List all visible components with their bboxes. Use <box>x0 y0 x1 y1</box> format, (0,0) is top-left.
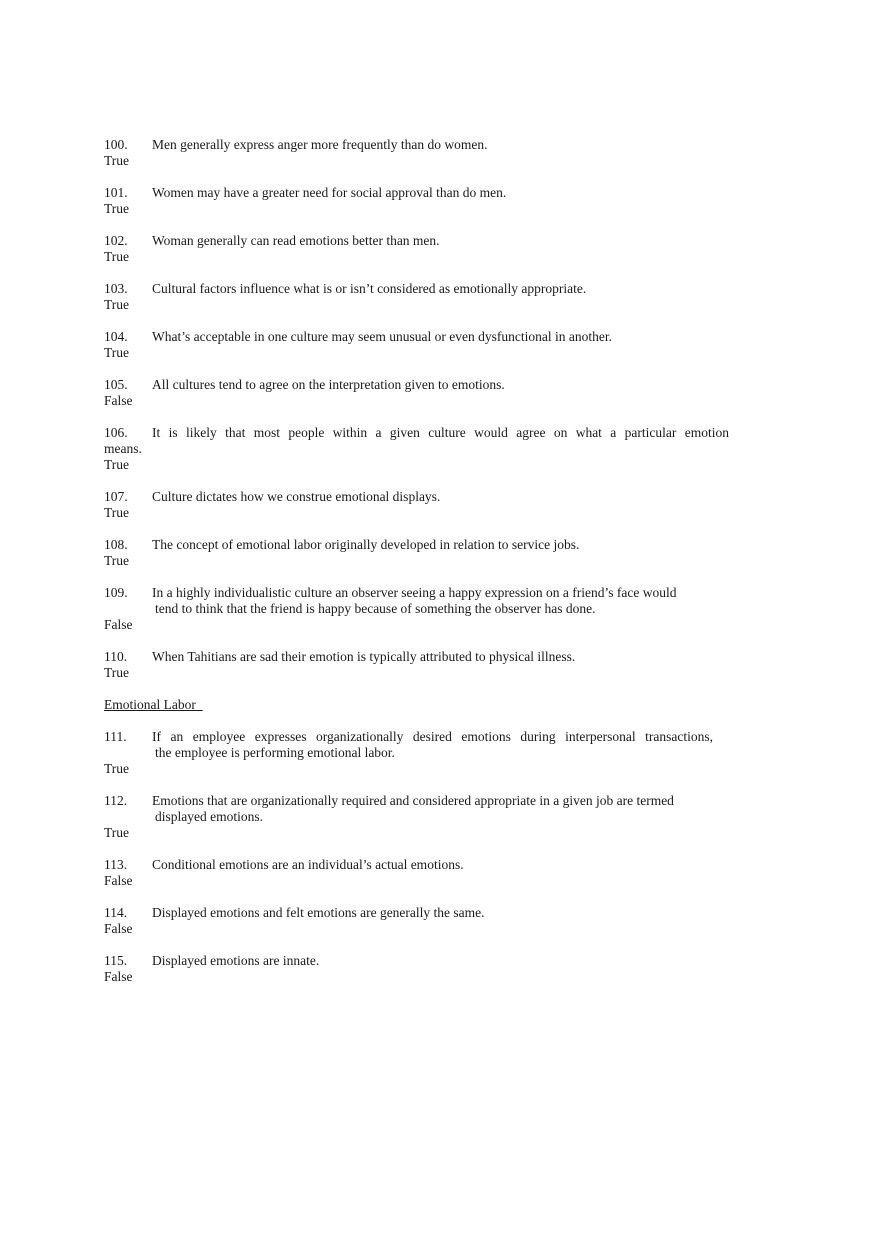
question-item <box>104 425 729 473</box>
question-number: 111. <box>104 729 127 744</box>
question-number: 100. <box>104 137 128 152</box>
question-item <box>104 649 729 681</box>
question-item <box>104 233 729 265</box>
question-number: 113. <box>104 857 128 872</box>
question-item <box>104 953 729 985</box>
question-answer: False <box>104 617 133 632</box>
question-answer: True <box>104 505 130 520</box>
question-answer: True <box>104 201 130 216</box>
question-answer: True <box>104 249 130 264</box>
question-text: If an employee expresses organizationally desired emotions during interpersonal transactions, <box>152 729 713 744</box>
question-number: 107. <box>104 489 128 504</box>
question-text: When Tahitians are sad their emotion is typically attributed to physical illness. <box>152 649 576 664</box>
question-answer: False <box>104 393 133 408</box>
question-answer: False <box>104 873 133 888</box>
question-text: Men generally express anger more frequently than do women. <box>152 137 488 152</box>
question-text: The concept of emotional labor originally developed in relation to service jobs. <box>152 537 580 552</box>
question-item <box>104 137 729 169</box>
question-text-continuation: displayed emotions. <box>155 809 263 824</box>
question-answer: True <box>104 553 130 568</box>
section-heading <box>104 697 729 713</box>
question-number: 103. <box>104 281 128 296</box>
question-text: All cultures tend to agree on the interpretation given to emotions. <box>152 377 505 392</box>
question-item <box>104 377 729 409</box>
question-text: Cultural factors influence what is or isn’t considered as emotionally appropriate. <box>152 281 587 296</box>
question-answer: True <box>104 761 130 776</box>
question-text: Displayed emotions are innate. <box>152 953 320 968</box>
question-text: Emotions that are organizationally required and considered appropriate in a given job are termed <box>152 793 674 808</box>
question-answer: True <box>104 153 130 168</box>
question-text-continuation: the employee is performing emotional labor. <box>155 745 395 760</box>
question-answer: False <box>104 921 133 936</box>
question-text: Woman generally can read emotions better than men. <box>152 233 440 248</box>
question-number: 109. <box>104 585 128 600</box>
question-text-continuation: tend to think that the friend is happy because of something the observer has done. <box>155 601 596 616</box>
question-text: Women may have a greater need for social approval than do men. <box>152 185 507 200</box>
question-number: 115. <box>104 953 128 968</box>
question-number: 112. <box>104 793 128 808</box>
question-answer: False <box>104 969 133 984</box>
question-item <box>104 793 729 841</box>
question-answer: True <box>104 665 130 680</box>
question-text-continuation: means. <box>104 441 142 456</box>
question-item <box>104 729 729 777</box>
question-text: What’s acceptable in one culture may seem unusual or even dysfunctional in another. <box>152 329 612 344</box>
question-text: Culture dictates how we construe emotional displays. <box>152 489 441 504</box>
question-text: Displayed emotions and felt emotions are generally the same. <box>152 905 485 920</box>
question-text: Conditional emotions are an individual’s actual emotions. <box>152 857 464 872</box>
question-answer: True <box>104 457 130 472</box>
question-number: 110. <box>104 649 128 664</box>
question-item <box>104 329 729 361</box>
question-item <box>104 905 729 937</box>
question-number: 101. <box>104 185 128 200</box>
question-number: 105. <box>104 377 128 392</box>
question-number: 102. <box>104 233 128 248</box>
question-number: 106. <box>104 425 128 440</box>
question-number: 108. <box>104 537 128 552</box>
question-item <box>104 185 729 217</box>
question-text: It is likely that most people within a given culture would agree on what a particular emotion <box>152 425 729 440</box>
question-answer: True <box>104 345 130 360</box>
question-item <box>104 281 729 313</box>
question-item <box>104 857 729 889</box>
section-heading-text: Emotional Labor <box>104 697 203 712</box>
question-number: 104. <box>104 329 128 344</box>
question-text: In a highly individualistic culture an observer seeing a happy expression on a friend’s face would <box>152 585 677 600</box>
question-answer: True <box>104 297 130 312</box>
question-page <box>104 137 729 1001</box>
question-item <box>104 537 729 569</box>
question-item <box>104 585 729 633</box>
question-item <box>104 489 729 521</box>
question-answer: True <box>104 825 130 840</box>
question-number: 114. <box>104 905 128 920</box>
